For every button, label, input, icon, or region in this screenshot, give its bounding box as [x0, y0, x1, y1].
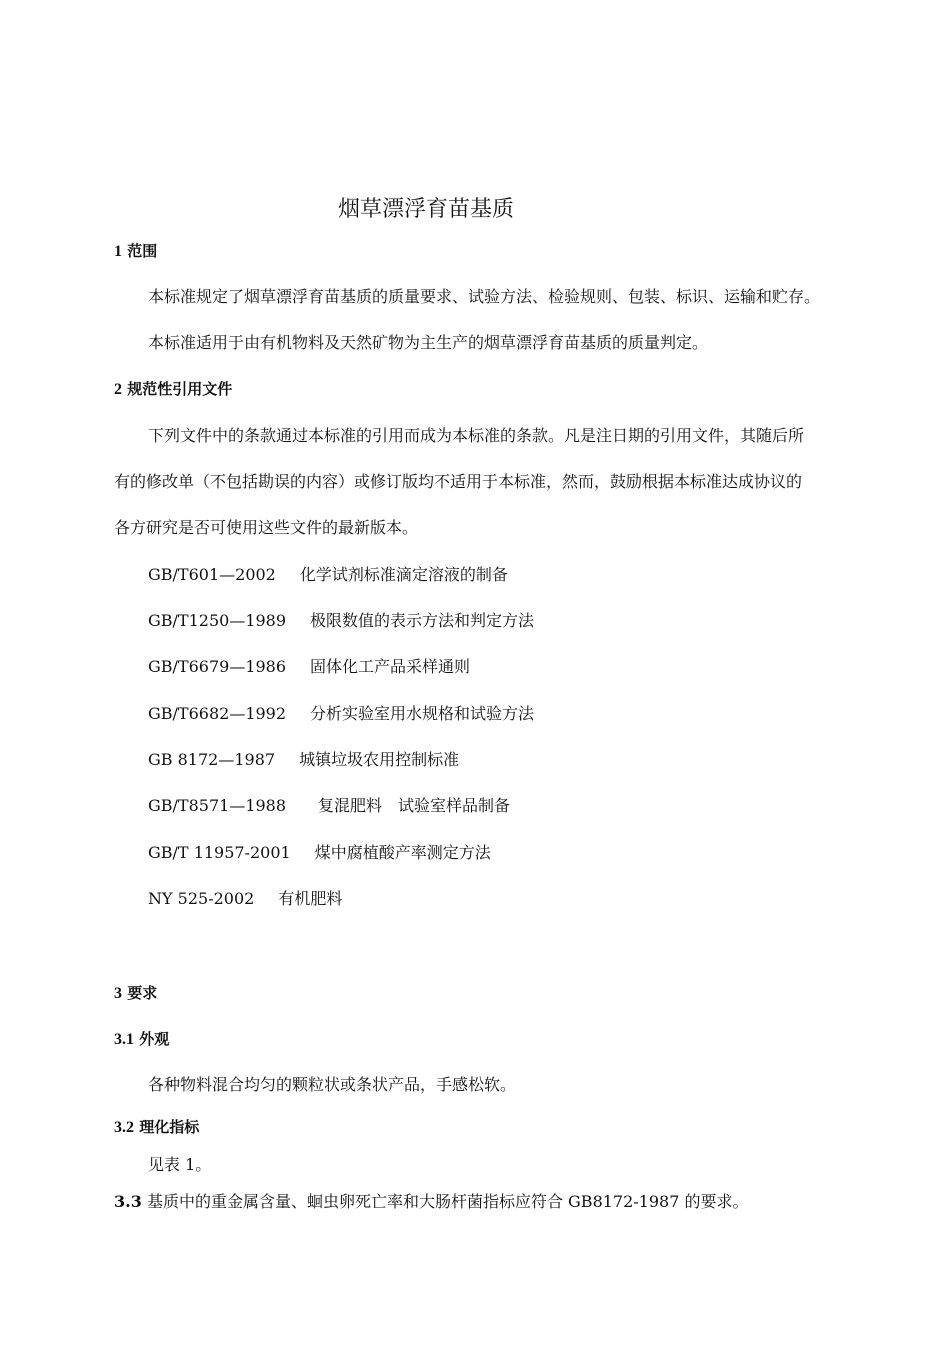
reference-item [148, 657, 470, 677]
reference-code: GB/T8571—1988 [148, 796, 287, 815]
reference-item [148, 843, 491, 863]
reference-name: 分析实验室用水规格和试验方法 [310, 704, 535, 723]
reference-code: GB/T 11957-2001 [148, 843, 291, 862]
section-3-2-heading [114, 1117, 199, 1138]
reference-code: GB 8172—1987 [148, 750, 276, 769]
section-3-1-heading [114, 1029, 169, 1050]
section-3-title: 要求 [127, 984, 158, 1002]
reference-item [148, 704, 534, 724]
reference-name: 固体化工产品采样通则 [310, 657, 471, 676]
section-3-3-text: 基质中的重金属含量、蛔虫卵死亡率和大肠杆菌指标应符合 GB8172-1987 的要求。 [146, 1192, 749, 1211]
section-3-2-number: 3.2 [114, 1119, 134, 1136]
reference-item [148, 889, 342, 909]
section-2-heading [114, 379, 232, 400]
reference-item [148, 750, 459, 770]
reference-name: 化学试剂标准滴定溶液的制备 [299, 565, 508, 584]
reference-item [148, 611, 534, 631]
reference-item [148, 796, 510, 816]
section-1-paragraph-1: 本标准规定了烟草漂浮育苗基质的质量要求、试验方法、检验规则、包装、标识、运输和贮存。 [148, 287, 821, 306]
section-3-1-text: 各种物料混合均匀的颗粒状或条状产品，手感松软。 [148, 1075, 517, 1094]
section-1-title: 范围 [127, 242, 158, 260]
reference-name: 有机肥料 [278, 889, 343, 908]
reference-code: GB/T601—2002 [148, 565, 276, 584]
reference-name: 煤中腐植酸产率测定方法 [314, 843, 491, 862]
reference-item [148, 565, 508, 585]
section-1-heading [114, 241, 157, 262]
section-1-paragraph-2: 本标准适用于由有机物料及天然矿物为主生产的烟草漂浮育苗基质的质量判定。 [148, 333, 709, 352]
reference-code: NY 525-2002 [148, 889, 255, 908]
section-2-paragraph-line-1: 下列文件中的条款通过本标准的引用而成为本标准的条款。凡是注日期的引用文件，其随后所 [148, 426, 805, 445]
document-title: 烟草漂浮育苗基质 [337, 197, 514, 222]
section-3-number: 3 [114, 985, 122, 1002]
reference-code: GB/T6682—1992 [148, 704, 287, 723]
section-3-1-number: 3.1 [114, 1031, 134, 1048]
section-3-heading [114, 983, 157, 1004]
section-1-number: 1 [114, 243, 122, 260]
section-3-3-number: 3.3 [114, 1192, 142, 1211]
section-2-paragraph-line-3: 各方研究是否可使用这些文件的最新版本。 [114, 518, 419, 537]
section-3-2-text: 见表 1。 [148, 1155, 212, 1174]
section-3-1-title: 外观 [139, 1030, 170, 1048]
section-2-number: 2 [114, 381, 122, 398]
section-3-2-title: 理化指标 [139, 1118, 200, 1136]
reference-code: GB/T6679—1986 [148, 657, 287, 676]
section-2-paragraph-line-2: 有的修改单（不包括勘误的内容）或修订版均不适用于本标准，然而，鼓励根据本标准达成协议的 [114, 472, 803, 491]
reference-name: 极限数值的表示方法和判定方法 [310, 611, 535, 630]
reference-name: 城镇垃圾农用控制标准 [299, 750, 460, 769]
reference-code: GB/T1250—1989 [148, 611, 287, 630]
reference-name: 复混肥料 试验室样品制备 [318, 796, 511, 815]
section-3-3-paragraph [114, 1192, 749, 1212]
section-2-title: 规范性引用文件 [127, 380, 233, 398]
